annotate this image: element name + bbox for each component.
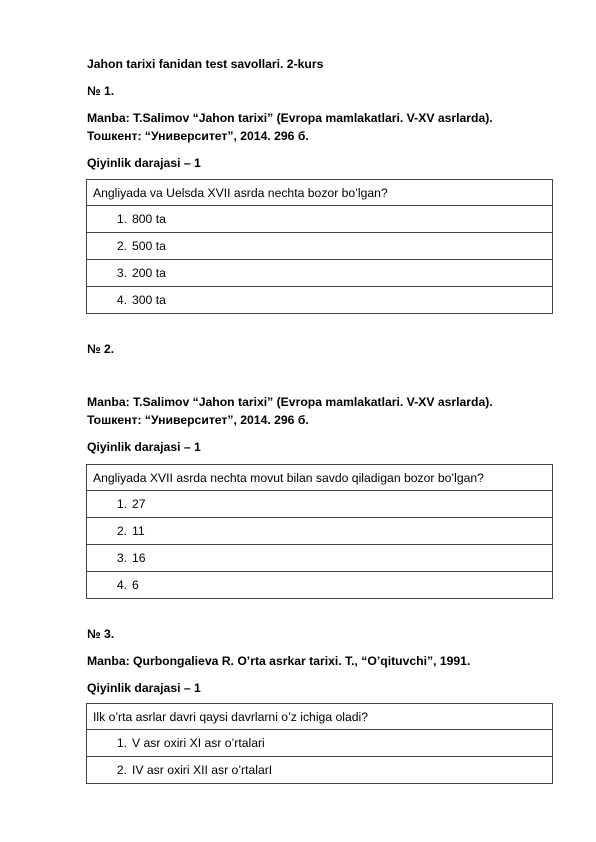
answer-option: 2. 500 ta bbox=[87, 233, 553, 260]
difficulty-level: Qiyinlik darajasi – 1 bbox=[87, 440, 201, 454]
answer-option: 4. 300 ta bbox=[87, 287, 553, 314]
question-table bbox=[86, 703, 553, 784]
difficulty-level: Qiyinlik darajasi – 1 bbox=[87, 156, 201, 170]
document-title: Jahon tarixi fanidan test savollari. 2-kurs bbox=[87, 57, 324, 71]
answer-option: 3. 200 ta bbox=[87, 260, 553, 287]
answer-option: 2. 11 bbox=[87, 518, 553, 545]
question-text: Ilk o’rta asrlar davri qaysi davrlarni o’z ichiga oladi? bbox=[87, 704, 553, 730]
source-line: Manba: T.Salimov “Jahon tarixi” (Evropa mamlakatlari. V-XV asrlarda). bbox=[87, 395, 493, 409]
question-table bbox=[86, 179, 553, 314]
question-number: № 3. bbox=[87, 627, 115, 641]
difficulty-level: Qiyinlik darajasi – 1 bbox=[87, 681, 201, 695]
source-line-publisher: Тошкент: “Университет”, 2014. 296 б. bbox=[87, 413, 309, 427]
question-text: Angliyada va Uelsda XVII asrda nechta bozor bo’lgan? bbox=[87, 180, 553, 206]
question-number: № 2. bbox=[87, 342, 115, 356]
answer-option: 1. 800 ta bbox=[87, 206, 553, 233]
answer-option: 4. 6 bbox=[87, 572, 553, 599]
source-line-publisher: Тошкент: “Университет”, 2014. 296 б. bbox=[87, 129, 309, 143]
source-line: Manba: Qurbongalieva R. O’rta asrkar tarixi. T., “O’qituvchi”, 1991. bbox=[87, 654, 471, 668]
answer-option: 3. 16 bbox=[87, 545, 553, 572]
answer-option: 2. IV asr oxiri XII asr o’rtalarI bbox=[87, 757, 553, 784]
question-text: Angliyada XVII asrda nechta movut bilan savdo qiladigan bozor bo’lgan? bbox=[87, 465, 553, 491]
source-line: Manba: T.Salimov “Jahon tarixi” (Evropa mamlakatlari. V-XV asrlarda). bbox=[87, 111, 493, 125]
answer-option: 1. 27 bbox=[87, 491, 553, 518]
question-table bbox=[86, 464, 553, 599]
answer-option: 1. V asr oxiri XI asr o’rtalari bbox=[87, 730, 553, 757]
question-number: № 1. bbox=[87, 84, 115, 98]
